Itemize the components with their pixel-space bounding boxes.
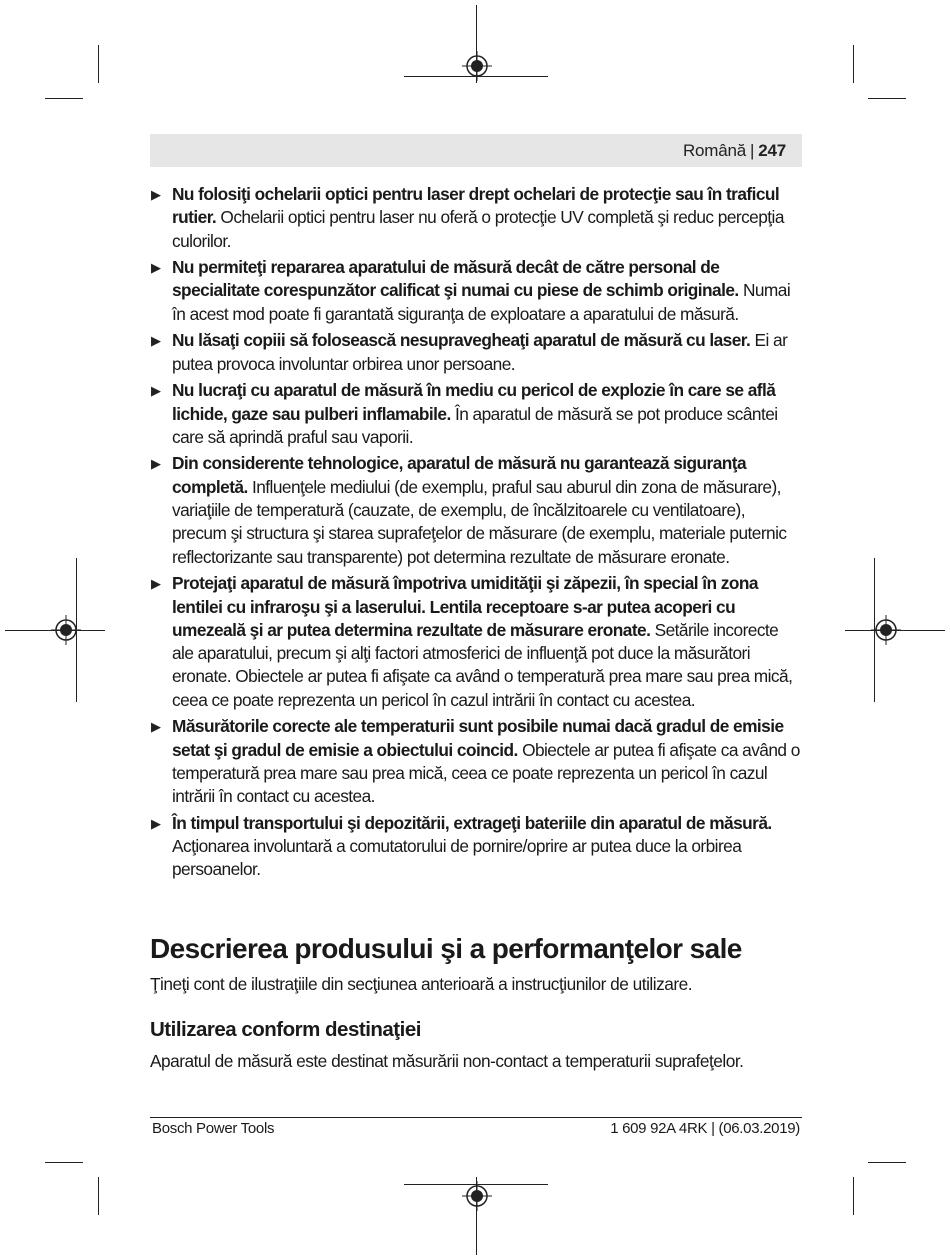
crop-mark [868, 1162, 906, 1163]
registration-mark-icon [871, 615, 901, 645]
bullet-text: Numai în acest mod poate fi garantată siguranţa de exploatare a aparatului de măsură. [172, 280, 791, 324]
bullet-bold: Nu lăsaţi copiii să folosească nesupravegheaţi aparatul de măsură cu laser. [172, 330, 751, 351]
section-intro: Ţineţi cont de ilustraţiile din secţiunea anterioară a instrucţiunilor de utilizare. [150, 974, 693, 994]
header-separator: | [750, 141, 755, 160]
crop-mark [853, 45, 854, 83]
header-language: Română [682, 141, 747, 160]
bullet-bold: Măsurătorile corecte ale temperaturii sunt posibile numai dacă gradul de emisie setat şi gradul de emisie a obiectului coincid. [172, 716, 784, 760]
bullet-bold: Protejaţi aparatul de măsură împotriva umidităţii şi zăpezii, în special în zona lentilei cu infraroşu şi a laserului. Lentila receptoare s-ar putea acoperi cu umezeală şi ar putea determina rezultate de măsurare eronate. [172, 573, 758, 640]
triangle-right-icon: ▶ [151, 719, 161, 735]
triangle-right-icon: ▶ [151, 576, 161, 592]
triangle-right-icon: ▶ [151, 260, 161, 276]
bullet-text: Ochelarii optici pentru laser nu oferă o protecţie UV completă şi reduc percepţia culorilor. [172, 207, 784, 251]
footer-publisher: Bosch Power Tools [152, 1120, 275, 1137]
bullet-text: Influenţele mediului (de exemplu, praful sau aburul din zona de măsurare), variaţiile de temperatură (cauzate, de exemplu, de încălzitoarele cu ventilatoare), precum şi structura şi starea suprafeţelor de măsurare (de exemplu, materiale puternic reflectorizante sau transparente) pot determina rezultate de măsurare eronate. [172, 476, 787, 567]
bullet-list [150, 183, 802, 882]
crop-mark [45, 98, 83, 99]
crop-mark [45, 1162, 83, 1163]
bullet-bold: Nu lucraţi cu aparatul de măsură în mediu cu pericol de explozie în care se află lichide, gaze sau pulberi inflamabile. [172, 380, 776, 424]
bullet-text: Ei ar putea provoca involuntar orbirea unor persoane. [172, 330, 788, 374]
crop-mark [98, 1177, 99, 1215]
triangle-right-icon: ▶ [151, 456, 161, 472]
safety-instructions [150, 183, 802, 885]
bullet-text: Setările incorecte ale aparatului, precum şi alţi factori atmosferici de influenţă pot duce la măsurători eronate. Obiectele ar putea fi afişate ca având o temperatură prea mare sau prea mică, ceea ce poate reprezenta un pericol în cazul intrării în contact cu acestea. [172, 619, 793, 710]
list-item [150, 572, 802, 712]
list-item [150, 812, 802, 882]
triangle-right-icon: ▶ [151, 187, 161, 202]
registration-mark-icon [51, 615, 81, 645]
triangle-right-icon: ▶ [151, 815, 161, 831]
header-label [683, 141, 786, 161]
bullet-bold: În timpul transportului şi depozitării, extrageţi bateriile din aparatul de măsură. [172, 812, 772, 833]
bullet-bold: Din considerente tehnologice, aparatul de măsură nu garantează siguranţa completă. [172, 453, 747, 497]
page-header [150, 134, 802, 167]
list-item [150, 256, 802, 326]
registration-mark-icon [462, 51, 492, 81]
footer-doc-id: 1 609 92A 4RK | (06.03.2019) [610, 1120, 800, 1137]
list-item [150, 452, 802, 568]
subsection-body: Aparatul de măsură este destinat măsurării non-contact a temperaturii suprafeţelor. [150, 1051, 744, 1071]
footer-divider [150, 1117, 802, 1118]
product-description-section [150, 930, 802, 1073]
bullet-text: Acţionarea involuntară a comutatorului de pornire/oprire ar putea duce la orbirea persoanelor. [172, 836, 742, 880]
registration-mark-icon [462, 1181, 492, 1211]
list-item [150, 715, 802, 808]
triangle-right-icon: ▶ [151, 383, 161, 399]
bullet-text: Obiectele ar putea fi afişate ca având o temperatură prea mare sau prea mică, ceea ce poate reprezenta un pericol în cazul intrării în contact cu acestea. [172, 739, 800, 807]
list-item [150, 329, 802, 376]
page-number: 247 [758, 141, 786, 160]
bullet-bold: Nu permiteţi repararea aparatului de măsură decât de către personal de specialitate corespunzător calificat şi numai cu piese de schimb originale. [172, 257, 739, 301]
crop-mark [853, 1177, 854, 1215]
section-title: Descrierea produsului şi a performanţelor sale [150, 933, 742, 964]
list-item [150, 379, 802, 449]
crop-mark [868, 98, 906, 99]
bullet-text: În aparatul de măsură se pot produce scântei care să aprindă praful sau vaporii. [172, 403, 778, 447]
crop-mark [98, 45, 99, 83]
triangle-right-icon: ▶ [151, 333, 161, 349]
bullet-bold: Nu folosiţi ochelarii optici pentru laser drept ochelari de protecţie sau în traficul rutier. [172, 184, 780, 228]
list-item [150, 183, 802, 253]
subsection-title: Utilizarea conform destinaţiei [150, 1018, 421, 1041]
